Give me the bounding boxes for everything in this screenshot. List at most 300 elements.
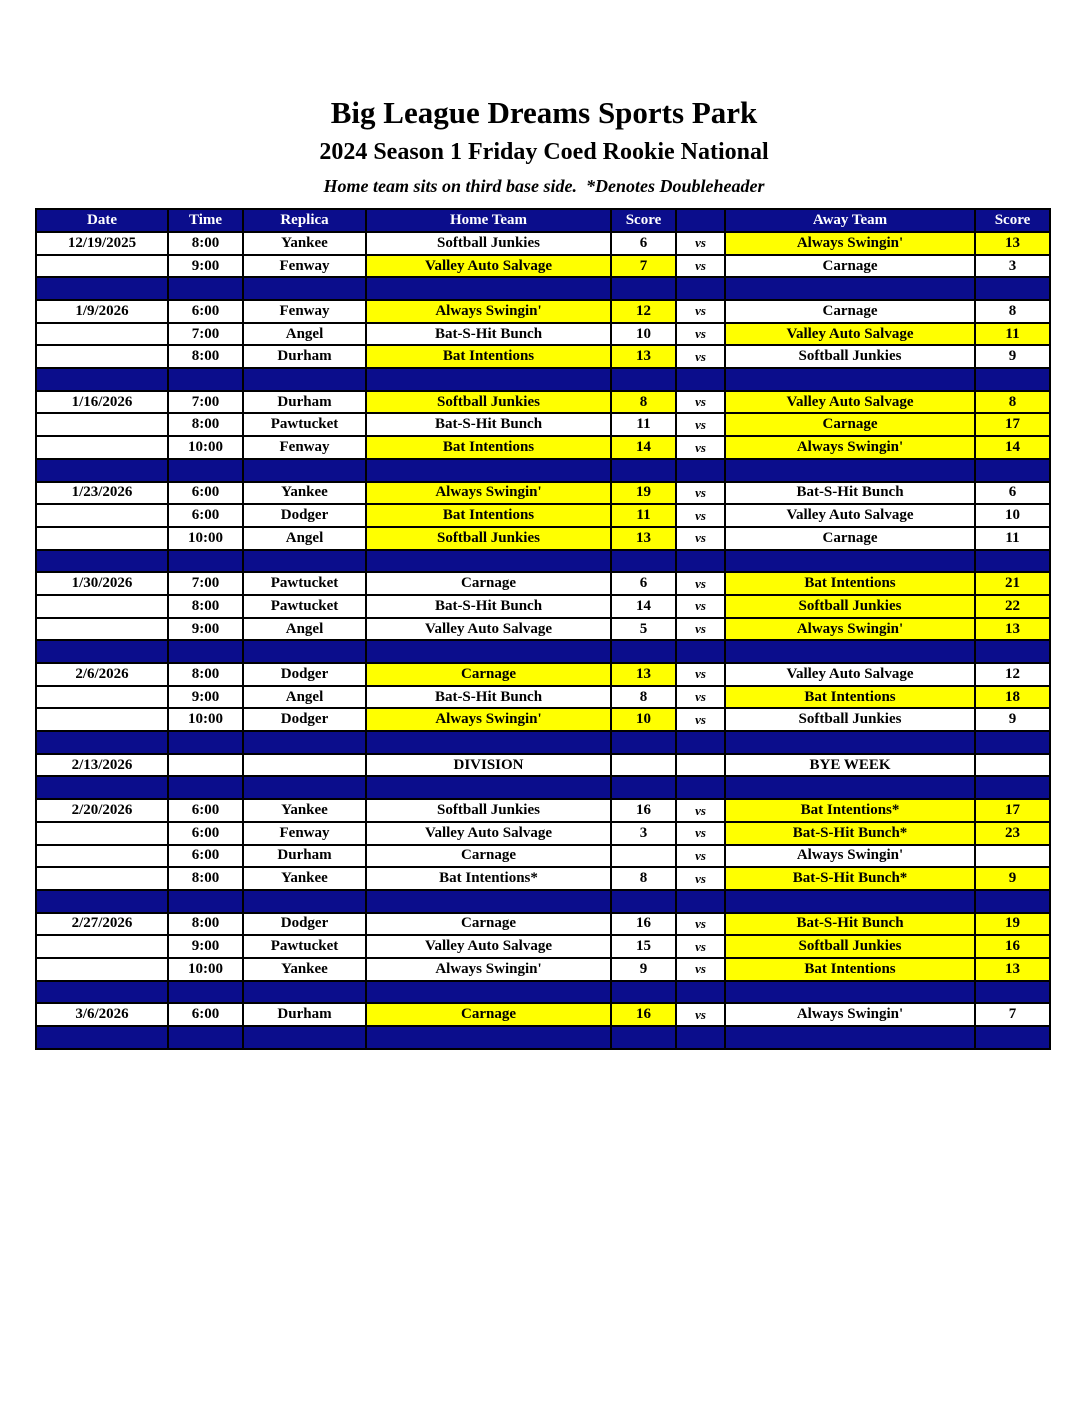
vs-cell: vs bbox=[676, 663, 725, 686]
schedule-row bbox=[36, 345, 1050, 368]
schedule-row bbox=[36, 913, 1050, 936]
date-cell bbox=[36, 323, 168, 346]
home-team-cell: Always Swingin' bbox=[366, 958, 611, 981]
away-score-cell: 13 bbox=[975, 958, 1050, 981]
away-score-cell: 8 bbox=[975, 391, 1050, 414]
separator-row bbox=[36, 550, 1050, 573]
away-score-cell bbox=[975, 890, 1050, 913]
time-cell: 7:00 bbox=[168, 323, 243, 346]
vs-cell: vs bbox=[676, 822, 725, 845]
separator-row bbox=[36, 731, 1050, 754]
replica-cell: Pawtucket bbox=[243, 595, 366, 618]
vs-cell bbox=[676, 890, 725, 913]
home-score-cell bbox=[611, 981, 676, 1004]
vs-cell: vs bbox=[676, 845, 725, 868]
schedule-row bbox=[36, 436, 1050, 459]
separator-row bbox=[36, 277, 1050, 300]
col-header-time: Time bbox=[168, 209, 243, 232]
away-team-cell: Bat-S-Hit Bunch* bbox=[725, 822, 975, 845]
replica-cell: Fenway bbox=[243, 255, 366, 278]
home-score-cell: 8 bbox=[611, 867, 676, 890]
time-cell: 10:00 bbox=[168, 527, 243, 550]
home-score-cell bbox=[611, 890, 676, 913]
home-team-cell: Bat-S-Hit Bunch bbox=[366, 686, 611, 709]
home-team-cell: Valley Auto Salvage bbox=[366, 822, 611, 845]
vs-cell: vs bbox=[676, 323, 725, 346]
vs-cell: vs bbox=[676, 300, 725, 323]
home-team-cell: Softball Junkies bbox=[366, 391, 611, 414]
date-cell bbox=[36, 1026, 168, 1049]
vs-cell: vs bbox=[676, 618, 725, 641]
home-team-cell bbox=[366, 731, 611, 754]
schedule-row bbox=[36, 958, 1050, 981]
vs-cell: vs bbox=[676, 867, 725, 890]
schedule-row bbox=[36, 232, 1050, 255]
date-cell bbox=[36, 822, 168, 845]
vs-cell bbox=[676, 368, 725, 391]
home-team-cell bbox=[366, 981, 611, 1004]
away-score-cell bbox=[975, 1026, 1050, 1049]
vs-cell: vs bbox=[676, 708, 725, 731]
away-team-cell bbox=[725, 776, 975, 799]
replica-cell: Durham bbox=[243, 845, 366, 868]
time-cell bbox=[168, 731, 243, 754]
home-score-cell: 7 bbox=[611, 255, 676, 278]
away-score-cell: 13 bbox=[975, 618, 1050, 641]
time-cell bbox=[168, 640, 243, 663]
date-cell bbox=[36, 255, 168, 278]
col-header-replica: Replica bbox=[243, 209, 366, 232]
away-score-cell: 14 bbox=[975, 436, 1050, 459]
home-score-cell: 3 bbox=[611, 822, 676, 845]
away-score-cell: 9 bbox=[975, 867, 1050, 890]
home-team-cell: Carnage bbox=[366, 663, 611, 686]
home-score-cell: 11 bbox=[611, 504, 676, 527]
time-cell bbox=[168, 776, 243, 799]
replica-cell bbox=[243, 981, 366, 1004]
schedule-row bbox=[36, 391, 1050, 414]
separator-row bbox=[36, 368, 1050, 391]
date-cell bbox=[36, 935, 168, 958]
schedule-row bbox=[36, 845, 1050, 868]
vs-cell: vs bbox=[676, 232, 725, 255]
away-team-cell bbox=[725, 640, 975, 663]
home-score-cell: 14 bbox=[611, 436, 676, 459]
date-cell: 1/23/2026 bbox=[36, 482, 168, 505]
away-team-cell: Bat Intentions* bbox=[725, 799, 975, 822]
vs-cell: vs bbox=[676, 958, 725, 981]
home-score-cell: 10 bbox=[611, 708, 676, 731]
replica-cell bbox=[243, 754, 366, 777]
time-cell: 8:00 bbox=[168, 867, 243, 890]
date-cell bbox=[36, 550, 168, 573]
time-cell: 10:00 bbox=[168, 708, 243, 731]
time-cell bbox=[168, 368, 243, 391]
vs-cell bbox=[676, 640, 725, 663]
date-cell bbox=[36, 958, 168, 981]
time-cell: 7:00 bbox=[168, 572, 243, 595]
replica-cell: Pawtucket bbox=[243, 572, 366, 595]
home-score-cell bbox=[611, 368, 676, 391]
replica-cell: Durham bbox=[243, 1003, 366, 1026]
away-score-cell bbox=[975, 550, 1050, 573]
date-cell: 3/6/2026 bbox=[36, 1003, 168, 1026]
date-cell: 2/13/2026 bbox=[36, 754, 168, 777]
vs-cell: vs bbox=[676, 436, 725, 459]
schedule-row bbox=[36, 799, 1050, 822]
schedule-table bbox=[35, 208, 1051, 1049]
date-cell bbox=[36, 845, 168, 868]
away-team-cell: Bat Intentions bbox=[725, 572, 975, 595]
vs-cell bbox=[676, 1026, 725, 1049]
home-team-cell: Valley Auto Salvage bbox=[366, 255, 611, 278]
date-cell: 2/27/2026 bbox=[36, 913, 168, 936]
vs-cell bbox=[676, 277, 725, 300]
date-cell: 2/6/2026 bbox=[36, 663, 168, 686]
replica-cell: Durham bbox=[243, 345, 366, 368]
away-team-cell: Bat-S-Hit Bunch bbox=[725, 482, 975, 505]
away-team-cell: Always Swingin' bbox=[725, 436, 975, 459]
replica-cell bbox=[243, 640, 366, 663]
home-score-cell: 8 bbox=[611, 391, 676, 414]
vs-cell: vs bbox=[676, 1003, 725, 1026]
home-score-cell: 10 bbox=[611, 323, 676, 346]
time-cell: 6:00 bbox=[168, 504, 243, 527]
vs-cell: vs bbox=[676, 413, 725, 436]
time-cell: 6:00 bbox=[168, 822, 243, 845]
away-score-cell bbox=[975, 368, 1050, 391]
home-score-cell bbox=[611, 640, 676, 663]
col-header-date: Date bbox=[36, 209, 168, 232]
time-cell: 8:00 bbox=[168, 913, 243, 936]
schedule-row bbox=[36, 413, 1050, 436]
separator-row bbox=[36, 1026, 1050, 1049]
away-team-cell: Always Swingin' bbox=[725, 1003, 975, 1026]
away-score-cell: 21 bbox=[975, 572, 1050, 595]
date-cell bbox=[36, 686, 168, 709]
date-cell bbox=[36, 345, 168, 368]
vs-cell: vs bbox=[676, 935, 725, 958]
replica-cell bbox=[243, 890, 366, 913]
home-team-cell: Bat Intentions* bbox=[366, 867, 611, 890]
schedule-row bbox=[36, 822, 1050, 845]
away-score-cell: 18 bbox=[975, 686, 1050, 709]
replica-cell: Fenway bbox=[243, 436, 366, 459]
away-score-cell: 9 bbox=[975, 345, 1050, 368]
home-team-cell: Softball Junkies bbox=[366, 527, 611, 550]
time-cell: 7:00 bbox=[168, 391, 243, 414]
date-cell: 1/9/2026 bbox=[36, 300, 168, 323]
replica-cell bbox=[243, 459, 366, 482]
time-cell: 9:00 bbox=[168, 255, 243, 278]
replica-cell: Dodger bbox=[243, 663, 366, 686]
col-header-away-team: Away Team bbox=[725, 209, 975, 232]
away-team-cell: Valley Auto Salvage bbox=[725, 663, 975, 686]
schedule-row bbox=[36, 527, 1050, 550]
replica-cell bbox=[243, 731, 366, 754]
away-score-cell: 11 bbox=[975, 527, 1050, 550]
replica-cell: Yankee bbox=[243, 867, 366, 890]
vs-cell: vs bbox=[676, 504, 725, 527]
replica-cell bbox=[243, 368, 366, 391]
time-cell: 8:00 bbox=[168, 595, 243, 618]
home-score-cell bbox=[611, 731, 676, 754]
page-title: Big League Dreams Sports Park bbox=[330, 95, 758, 130]
date-cell bbox=[36, 413, 168, 436]
date-cell: 2/20/2026 bbox=[36, 799, 168, 822]
time-cell bbox=[168, 754, 243, 777]
header-row bbox=[36, 209, 1050, 232]
away-team-cell: Valley Auto Salvage bbox=[725, 391, 975, 414]
date-cell bbox=[36, 277, 168, 300]
schedule-body bbox=[36, 232, 1050, 1049]
away-team-cell: BYE WEEK bbox=[725, 754, 975, 777]
home-team-cell bbox=[366, 277, 611, 300]
schedule-row bbox=[36, 572, 1050, 595]
date-cell bbox=[36, 776, 168, 799]
replica-cell: Dodger bbox=[243, 504, 366, 527]
date-cell bbox=[36, 981, 168, 1004]
home-score-cell: 11 bbox=[611, 413, 676, 436]
home-team-cell: Carnage bbox=[366, 913, 611, 936]
home-score-cell: 16 bbox=[611, 1003, 676, 1026]
home-team-cell: Bat-S-Hit Bunch bbox=[366, 595, 611, 618]
away-team-cell bbox=[725, 368, 975, 391]
separator-row bbox=[36, 981, 1050, 1004]
away-score-cell bbox=[975, 845, 1050, 868]
replica-cell: Angel bbox=[243, 618, 366, 641]
away-team-cell bbox=[725, 1026, 975, 1049]
page-subtitle: 2024 Season 1 Friday Coed Rookie National bbox=[319, 139, 769, 166]
schedule-row bbox=[36, 300, 1050, 323]
date-cell bbox=[36, 504, 168, 527]
away-team-cell: Valley Auto Salvage bbox=[725, 504, 975, 527]
home-score-cell bbox=[611, 776, 676, 799]
home-team-cell bbox=[366, 890, 611, 913]
away-score-cell bbox=[975, 776, 1050, 799]
vs-cell: vs bbox=[676, 595, 725, 618]
away-team-cell: Valley Auto Salvage bbox=[725, 323, 975, 346]
col-header-home-score: Score bbox=[611, 209, 676, 232]
home-score-cell: 13 bbox=[611, 527, 676, 550]
away-team-cell: Bat Intentions bbox=[725, 958, 975, 981]
home-score-cell: 19 bbox=[611, 482, 676, 505]
col-header-away-score: Score bbox=[975, 209, 1050, 232]
time-cell: 6:00 bbox=[168, 799, 243, 822]
time-cell bbox=[168, 550, 243, 573]
page-header bbox=[0, 0, 1088, 197]
date-cell bbox=[36, 867, 168, 890]
away-team-cell: Always Swingin' bbox=[725, 232, 975, 255]
time-cell: 6:00 bbox=[168, 1003, 243, 1026]
replica-cell: Yankee bbox=[243, 799, 366, 822]
schedule-row bbox=[36, 867, 1050, 890]
away-team-cell: Carnage bbox=[725, 527, 975, 550]
away-score-cell: 10 bbox=[975, 504, 1050, 527]
schedule-row bbox=[36, 686, 1050, 709]
away-score-cell: 7 bbox=[975, 1003, 1050, 1026]
home-score-cell: 15 bbox=[611, 935, 676, 958]
away-team-cell bbox=[725, 981, 975, 1004]
time-cell: 6:00 bbox=[168, 300, 243, 323]
vs-cell: vs bbox=[676, 913, 725, 936]
replica-cell: Fenway bbox=[243, 300, 366, 323]
home-team-cell: Always Swingin' bbox=[366, 708, 611, 731]
schedule-row bbox=[36, 708, 1050, 731]
away-team-cell: Carnage bbox=[725, 413, 975, 436]
home-score-cell: 5 bbox=[611, 618, 676, 641]
home-team-cell: Always Swingin' bbox=[366, 300, 611, 323]
vs-cell bbox=[676, 754, 725, 777]
home-team-cell bbox=[366, 368, 611, 391]
away-team-cell bbox=[725, 277, 975, 300]
home-team-cell: Bat Intentions bbox=[366, 345, 611, 368]
date-cell: 12/19/2025 bbox=[36, 232, 168, 255]
replica-cell bbox=[243, 277, 366, 300]
away-team-cell: Carnage bbox=[725, 255, 975, 278]
time-cell bbox=[168, 981, 243, 1004]
home-team-cell bbox=[366, 640, 611, 663]
col-header-home-team: Home Team bbox=[366, 209, 611, 232]
home-team-cell: Carnage bbox=[366, 572, 611, 595]
replica-cell: Yankee bbox=[243, 232, 366, 255]
home-team-cell: Bat-S-Hit Bunch bbox=[366, 413, 611, 436]
away-team-cell bbox=[725, 550, 975, 573]
col-header-vs bbox=[676, 209, 725, 232]
home-score-cell bbox=[611, 845, 676, 868]
home-team-cell: Softball Junkies bbox=[366, 232, 611, 255]
schedule-row bbox=[36, 323, 1050, 346]
date-cell bbox=[36, 368, 168, 391]
away-team-cell: Always Swingin' bbox=[725, 845, 975, 868]
away-score-cell: 9 bbox=[975, 708, 1050, 731]
away-score-cell: 11 bbox=[975, 323, 1050, 346]
home-team-cell: Softball Junkies bbox=[366, 799, 611, 822]
time-cell: 10:00 bbox=[168, 436, 243, 459]
home-score-cell: 16 bbox=[611, 799, 676, 822]
time-cell: 6:00 bbox=[168, 482, 243, 505]
vs-cell: vs bbox=[676, 572, 725, 595]
home-score-cell: 6 bbox=[611, 232, 676, 255]
time-cell bbox=[168, 1026, 243, 1049]
away-team-cell: Bat Intentions bbox=[725, 686, 975, 709]
date-cell bbox=[36, 527, 168, 550]
time-cell bbox=[168, 277, 243, 300]
date-cell bbox=[36, 731, 168, 754]
away-score-cell: 12 bbox=[975, 663, 1050, 686]
away-score-cell: 19 bbox=[975, 913, 1050, 936]
home-team-cell bbox=[366, 550, 611, 573]
away-score-cell bbox=[975, 731, 1050, 754]
home-score-cell bbox=[611, 550, 676, 573]
separator-row bbox=[36, 890, 1050, 913]
away-team-cell: Softball Junkies bbox=[725, 708, 975, 731]
replica-cell: Yankee bbox=[243, 958, 366, 981]
schedule-row bbox=[36, 754, 1050, 777]
replica-cell bbox=[243, 550, 366, 573]
time-cell bbox=[168, 459, 243, 482]
date-cell bbox=[36, 640, 168, 663]
home-score-cell bbox=[611, 1026, 676, 1049]
away-team-cell: Carnage bbox=[725, 300, 975, 323]
time-cell: 10:00 bbox=[168, 958, 243, 981]
home-team-cell: Carnage bbox=[366, 845, 611, 868]
vs-cell bbox=[676, 776, 725, 799]
vs-cell bbox=[676, 981, 725, 1004]
away-score-cell bbox=[975, 754, 1050, 777]
schedule-row bbox=[36, 1003, 1050, 1026]
home-team-cell bbox=[366, 459, 611, 482]
away-score-cell: 17 bbox=[975, 799, 1050, 822]
away-team-cell bbox=[725, 731, 975, 754]
away-score-cell bbox=[975, 640, 1050, 663]
away-team-cell: Always Swingin' bbox=[725, 618, 975, 641]
separator-row bbox=[36, 640, 1050, 663]
home-team-cell: Bat-S-Hit Bunch bbox=[366, 323, 611, 346]
schedule-row bbox=[36, 504, 1050, 527]
away-team-cell: Softball Junkies bbox=[725, 595, 975, 618]
vs-cell bbox=[676, 550, 725, 573]
separator-row bbox=[36, 459, 1050, 482]
replica-cell: Yankee bbox=[243, 482, 366, 505]
home-team-cell: Bat Intentions bbox=[366, 504, 611, 527]
home-score-cell: 16 bbox=[611, 913, 676, 936]
replica-cell: Dodger bbox=[243, 708, 366, 731]
home-score-cell: 8 bbox=[611, 686, 676, 709]
home-score-cell: 13 bbox=[611, 345, 676, 368]
home-score-cell: 13 bbox=[611, 663, 676, 686]
date-cell: 1/30/2026 bbox=[36, 572, 168, 595]
away-score-cell: 23 bbox=[975, 822, 1050, 845]
replica-cell: Angel bbox=[243, 686, 366, 709]
home-team-cell: Bat Intentions bbox=[366, 436, 611, 459]
away-score-cell: 13 bbox=[975, 232, 1050, 255]
replica-cell bbox=[243, 1026, 366, 1049]
date-cell bbox=[36, 890, 168, 913]
home-team-cell: Valley Auto Salvage bbox=[366, 935, 611, 958]
home-score-cell bbox=[611, 754, 676, 777]
time-cell: 8:00 bbox=[168, 413, 243, 436]
away-score-cell bbox=[975, 981, 1050, 1004]
home-score-cell: 9 bbox=[611, 958, 676, 981]
away-score-cell: 3 bbox=[975, 255, 1050, 278]
away-team-cell: Bat-S-Hit Bunch bbox=[725, 913, 975, 936]
replica-cell: Pawtucket bbox=[243, 935, 366, 958]
home-score-cell: 6 bbox=[611, 572, 676, 595]
vs-cell: vs bbox=[676, 527, 725, 550]
away-score-cell: 8 bbox=[975, 300, 1050, 323]
vs-cell bbox=[676, 731, 725, 754]
home-team-cell: Always Swingin' bbox=[366, 482, 611, 505]
vs-cell: vs bbox=[676, 799, 725, 822]
date-cell bbox=[36, 595, 168, 618]
replica-cell: Dodger bbox=[243, 913, 366, 936]
away-score-cell: 22 bbox=[975, 595, 1050, 618]
replica-cell: Angel bbox=[243, 323, 366, 346]
away-team-cell: Softball Junkies bbox=[725, 935, 975, 958]
away-team-cell: Softball Junkies bbox=[725, 345, 975, 368]
away-score-cell: 6 bbox=[975, 482, 1050, 505]
time-cell: 9:00 bbox=[168, 935, 243, 958]
time-cell: 8:00 bbox=[168, 232, 243, 255]
home-team-cell bbox=[366, 776, 611, 799]
replica-cell: Fenway bbox=[243, 822, 366, 845]
replica-cell: Angel bbox=[243, 527, 366, 550]
away-score-cell: 16 bbox=[975, 935, 1050, 958]
schedule-row bbox=[36, 482, 1050, 505]
away-team-cell: Bat-S-Hit Bunch* bbox=[725, 867, 975, 890]
away-score-cell: 17 bbox=[975, 413, 1050, 436]
